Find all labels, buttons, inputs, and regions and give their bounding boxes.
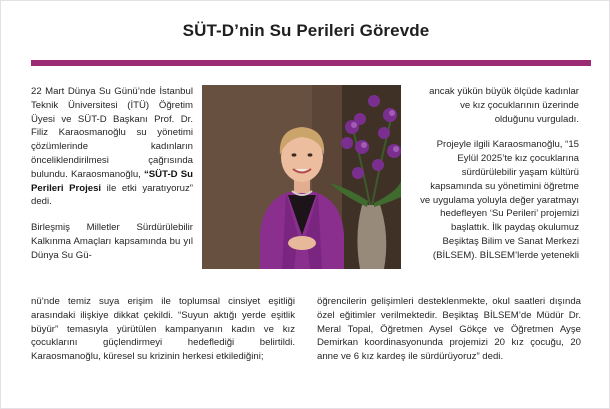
paragraph-un-goals: Birleşmiş Milletler Sürdürülebilir Kalkınma Amaçları kapsamında bu yıl Dünya Su Gü-	[31, 222, 193, 261]
article-wide-left	[31, 295, 295, 364]
intro-text: 22 Mart Dünya Su Günü’nde İstanbul Teknik Üniversitesi (İTÜ) Öğretim Üyesi ve SÜT-D Başkanı Prof. Dr. Filiz Karaosmanoğlu su yönetimi çözümlerinde kadınların önceliklendirilmesi çağrısında bulundu. Karaosmanoğlu,	[31, 86, 193, 180]
article-column-right	[419, 85, 579, 263]
paragraph-burden: ancak yükün büyük ölçüde kadınlar ve kız çocuklarının üzerinde olduğunu vurguladı.	[429, 86, 579, 125]
portrait-photo	[202, 85, 401, 269]
paragraph-intro	[31, 85, 193, 209]
portrait-illustration	[202, 85, 401, 269]
title-divider	[31, 60, 591, 66]
paragraph-bilsem: öğrencilerin gelişimleri desteklenmekte, okul saatleri dışında özel eğitimler verilmektedir. Beşiktaş BİLSEM’de Müdür Dr. Meral Topal, Öğretmen Aysel Gökçe ve Öğretmen Ayşe Demirkan koordinasyonunda projemizi 20 kız çocuğu, 20 anne ve 6 kız kardeş ile sürdürüyoruz” dedi.	[317, 296, 581, 363]
paragraph-equality: nü’nde temiz suya erişim ile toplumsal cinsiyet eşitliği arasındaki ilişkiye dikkat çekildi. “Suyun aktığı yerde eşitlik büyür” temasıyla yürütülen kampanyanın kadın ve kız çocuklarını güçlendirmeyi hedeflediği belirtildi. Karaosmanoğlu, küresel su krizinin herkesi etkilediğini;	[31, 296, 295, 363]
article-title: SÜT-D’nin Su Perileri Görevde	[182, 21, 430, 40]
article-wide-right	[317, 295, 581, 364]
article-column-left	[31, 85, 193, 263]
project-name-bold: “SÜT-D Su Perileri Projesi	[31, 168, 193, 194]
paragraph-project: Projeyle ilgili Karaosmanoğlu, “15 Eylül 2025’te kız çocuklarına sürdürülebilir yaşam kültürü kapsamında su yönetimini öğretme ve uygulama yoluyla değer yaratmayı hedefleyen ‘Su Perileri’ projemizi başlattık. İlk paydaş okulumuz Beşiktaş Bilim ve Sanat Merkezi (BİLSEM). BİLSEM’lerde yetenekli	[420, 139, 579, 261]
intro-text-end: ile etki yaratıyoruz” dedi.	[31, 182, 193, 208]
